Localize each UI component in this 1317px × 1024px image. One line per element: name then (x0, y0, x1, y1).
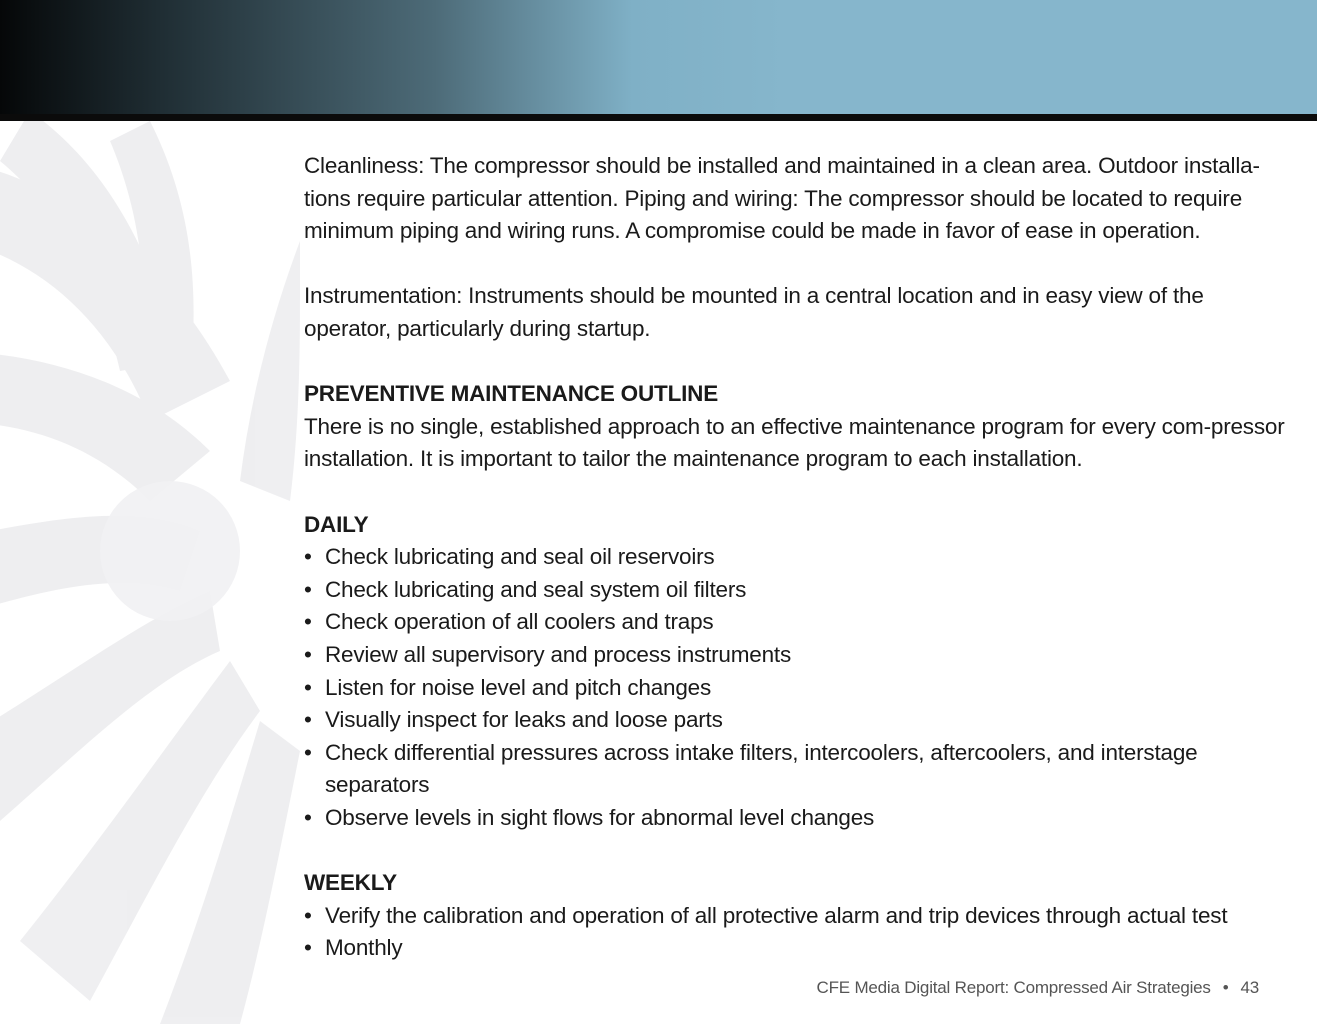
page-number: 43 (1240, 978, 1259, 997)
body-content (304, 150, 1289, 965)
list-item: • Verify the calibration and operation of all protective alarm and trip devices through actual test (304, 900, 1289, 933)
list-item: • Observe levels in sight flows for abnormal level changes (304, 802, 1289, 835)
list-item: • Listen for noise level and pitch changes (304, 672, 1289, 705)
section-heading-preventive-maintenance: PREVENTIVE MAINTENANCE OUTLINE (304, 381, 719, 407)
footer-separator: • (1222, 978, 1229, 997)
header-rule (0, 114, 1317, 121)
daily-checklist (304, 541, 1289, 834)
list-item: • Check differential pressures across intake filters, intercoolers, aftercoolers, and interstage separators (304, 737, 1289, 802)
footer-publication-title: CFE Media Digital Report: Compressed Air Strategies (816, 978, 1211, 997)
list-item: • Review all supervisory and process instruments (304, 639, 1289, 672)
weekly-checklist (304, 900, 1289, 965)
list-item: • Check lubricating and seal system oil filters (304, 574, 1289, 607)
list-item: • Check lubricating and seal oil reservoirs (304, 541, 1289, 574)
list-item: • Check operation of all coolers and traps (304, 606, 1289, 639)
header-band (0, 0, 1317, 114)
page-footer (817, 978, 1259, 998)
paragraph-preventive-maintenance: There is no single, established approach to an effective maintenance program for every com-pressor installation. It is important to tailor the maintenance program to each installation. (304, 413, 1285, 472)
fan-blade-watermark-icon (0, 121, 300, 1024)
paragraph-cleanliness: Cleanliness: The compressor should be installed and maintained in a clean area. Outdoor installa-tions require particular attention. Piping and wiring: The compressor should be located to require minimum piping and wiring runs. A compromise could be made in favor of ease in operation. (304, 153, 1260, 244)
section-heading-daily: DAILY (304, 511, 369, 537)
section-heading-weekly: WEEKLY (304, 870, 397, 896)
list-item: • Visually inspect for leaks and loose parts (304, 704, 1289, 737)
paragraph-instrumentation: Instrumentation: Instruments should be mounted in a central location and in easy view of the operator, particularly during startup. (304, 283, 1204, 341)
list-item: • Monthly (304, 932, 1289, 965)
